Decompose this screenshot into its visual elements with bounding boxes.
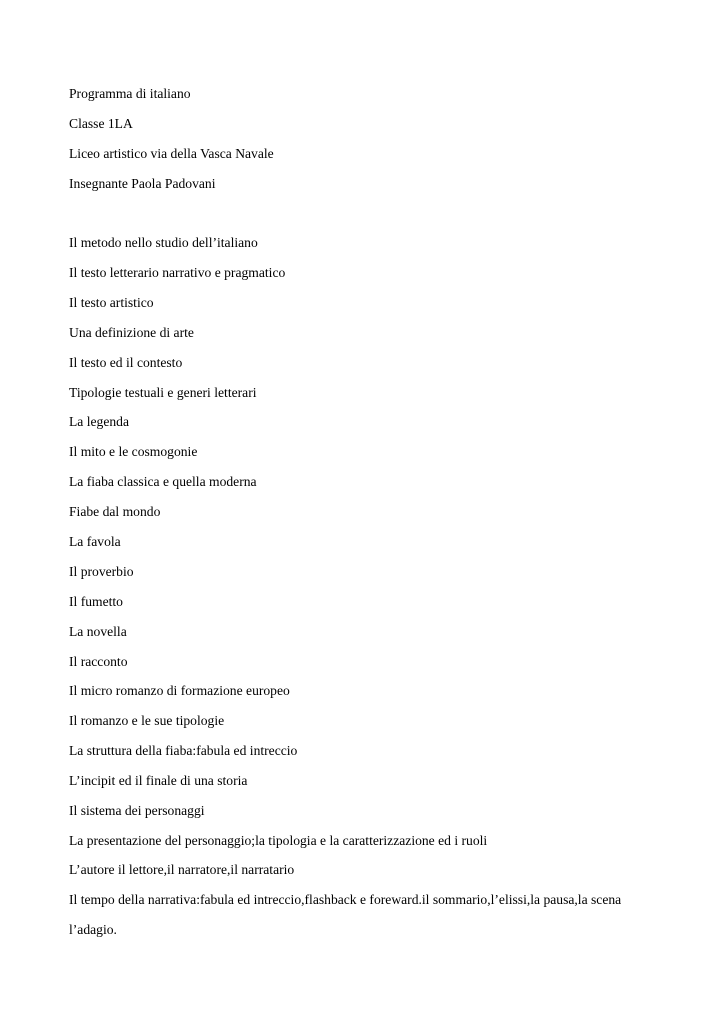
topic-item: Il proverbio <box>69 564 134 579</box>
document-title: Programma di italiano <box>69 86 191 101</box>
topic-item: Il micro romanzo di formazione europeo <box>69 683 290 698</box>
topic-item: Una definizione di arte <box>69 325 194 340</box>
topic-item: La legenda <box>69 414 130 429</box>
topic-item: Il testo artistico <box>69 295 154 310</box>
class-line: Classe 1LA <box>69 116 133 131</box>
topic-item: Tipologie testuali e generi letterari <box>69 385 257 400</box>
topic-item: Il mito e le cosmogonie <box>69 444 198 459</box>
topic-item: Il metodo nello studio dell’italiano <box>69 235 258 250</box>
topic-item: Il testo letterario narrativo e pragmatico <box>69 265 286 280</box>
topic-item: La struttura della fiaba:fabula ed intreccio <box>69 743 298 758</box>
school-line: Liceo artistico via della Vasca Navale <box>69 146 274 161</box>
topic-item: Il racconto <box>69 654 128 669</box>
topic-item: l’adagio. <box>69 922 117 937</box>
topic-item: Il romanzo e le sue tipologie <box>69 713 225 728</box>
topic-item: La favola <box>69 534 121 549</box>
topic-item: Il tempo della narrativa:fabula ed intreccio,flashback e foreward.il sommario,l’elissi,la pausa,la scena <box>69 892 622 907</box>
topic-item: La novella <box>69 624 127 639</box>
topic-item: La presentazione del personaggio;la tipologia e la caratterizzazione ed i ruoli <box>69 833 488 848</box>
topic-item: L’autore il lettore,il narratore,il narratario <box>69 862 295 877</box>
topic-item: Il testo ed il contesto <box>69 355 183 370</box>
topic-item: Il fumetto <box>69 594 123 609</box>
topic-item: La fiaba classica e quella moderna <box>69 474 257 489</box>
topic-item: L’incipit ed il finale di una storia <box>69 773 248 788</box>
topic-item: Fiabe dal mondo <box>69 504 161 519</box>
teacher-line: Insegnante Paola Padovani <box>69 176 216 191</box>
topic-item: Il sistema dei personaggi <box>69 803 205 818</box>
